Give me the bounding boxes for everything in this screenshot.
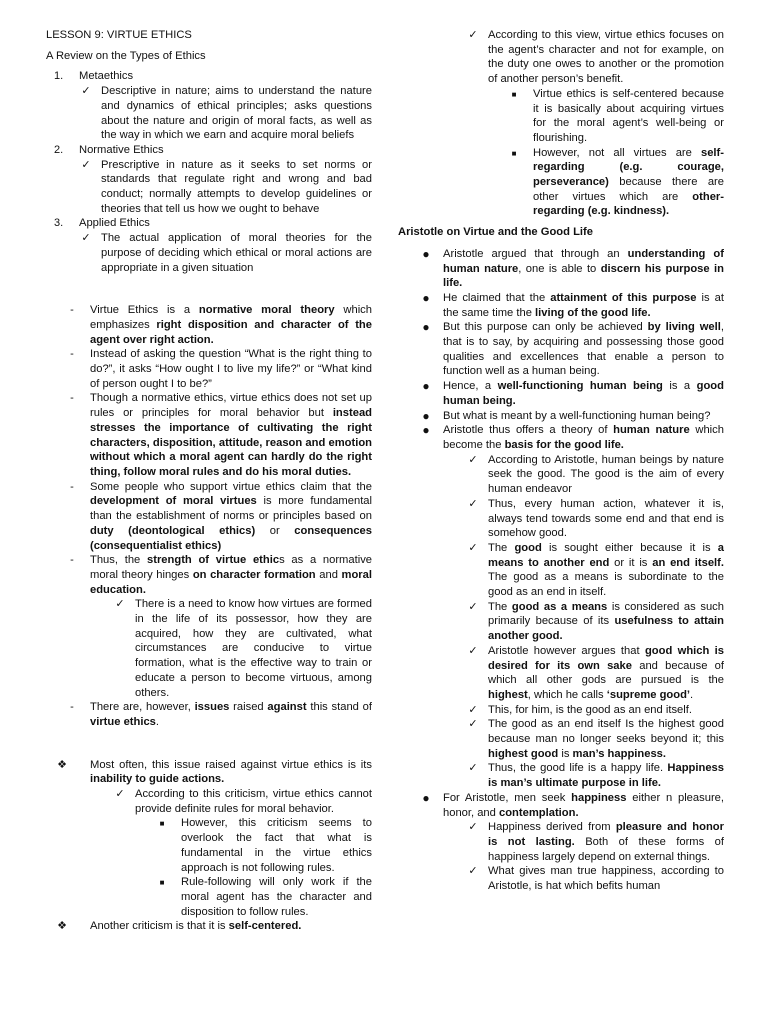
square-bullet-icon: ■: [511, 89, 517, 99]
text-run: This, for him, is the good as an end itself.: [488, 703, 692, 716]
list-item: [398, 541, 724, 600]
text-run: Thus, every human action, whatever it is, always tend towards some end and that end is somehow good.: [488, 497, 724, 540]
criticism-list: [46, 758, 372, 934]
list-item: [398, 703, 724, 718]
text-run: good as a means: [511, 600, 608, 613]
bullet-icon: ●: [422, 423, 430, 438]
check-icon: ✓: [81, 232, 91, 245]
text-run: .: [155, 715, 160, 728]
text-run: good: [514, 541, 542, 554]
type-desc: Descriptive in nature; aims to understand the nature and dynamics of ethical principles; asks questions about the nature and origin of moral facts, as well as the way in which we earn and acquire moral beliefs: [101, 85, 372, 142]
text-run: There is a need to know how virtues are formed in the life of its possessor, how they are acquired, how they are cultivated, what circumstances are conducive to virtue formation, what is the effective way to train or educate a person to become virtuous, among others.: [135, 598, 372, 699]
number-marker: 1.: [54, 70, 64, 83]
text-run: is at the same time the: [443, 291, 724, 319]
text-run: by living well: [647, 321, 721, 334]
text-run: duty (deontological ethics): [90, 524, 256, 537]
text-run: or it is: [609, 556, 653, 569]
list-item: [46, 69, 372, 84]
text-run: raised: [229, 701, 268, 714]
text-run: According to this view, virtue ethics focuses on the agent’s character and not for example, on the duty one owes to another or the promotion of another person’s benefit.: [488, 29, 724, 86]
list-item: [398, 320, 724, 379]
text-run: Thus, the: [90, 554, 147, 567]
check-icon: ✓: [468, 821, 478, 834]
check-icon: ✓: [115, 788, 125, 801]
text-run: which become the: [443, 424, 724, 451]
text-run: and because of which all other gods are pursued is the: [488, 659, 724, 687]
text-run: highest good: [488, 747, 559, 760]
list-item: [398, 28, 724, 87]
text-run: self-regarding (e.g. courage, perseverance): [533, 146, 724, 189]
text-run: issues: [194, 701, 230, 714]
text-run: inability to guide actions.: [90, 773, 225, 786]
text-run: because there are other virtues which are: [533, 176, 724, 203]
number-marker: 2.: [54, 143, 64, 156]
list-item: [46, 216, 372, 231]
text-run: Though a normative ethics, virtue ethics does not set up rules or principles for moral behavior but: [90, 392, 372, 420]
text-run: Most often, this issue raised against virtue ethics is its: [90, 758, 372, 771]
text-run: human nature: [613, 424, 690, 437]
text-run: But this purpose can only be achieved: [443, 321, 648, 334]
list-item: [46, 347, 372, 391]
text-run: other-regarding (e.g. kindness).: [533, 190, 724, 218]
text-run: ‘supreme good’: [606, 688, 691, 701]
type-name: Normative Ethics: [79, 143, 164, 156]
text-run: good human being.: [443, 380, 724, 407]
text-run: understanding of human nature: [443, 247, 724, 275]
bullet-icon: ●: [422, 408, 430, 423]
text-run: Some people who support virtue ethics claim that the: [90, 480, 372, 493]
text-run: Rule-following will only work if the moral agent has the character and disposition to follow rules.: [181, 876, 372, 918]
text-run: He claimed that the: [443, 291, 551, 304]
list-item: [46, 84, 372, 143]
text-run: Both of these forms of happiness largely depend on external things.: [488, 835, 724, 863]
check-icon: ✓: [81, 85, 91, 98]
text-run: self-centered.: [228, 920, 302, 933]
text-run: is: [558, 747, 573, 760]
check-icon: ✓: [468, 865, 478, 878]
list-item: [46, 158, 372, 217]
dash-icon: -: [70, 392, 74, 405]
text-run: , one is able to: [518, 262, 601, 275]
list-item: [398, 291, 724, 320]
list-item: [398, 497, 724, 541]
text-run: The: [488, 600, 512, 613]
check-icon: ✓: [115, 598, 125, 611]
text-run: virtue ethics: [90, 715, 156, 728]
text-run: The: [488, 541, 515, 554]
dash-icon: -: [70, 304, 74, 317]
text-run: a means to another end: [488, 541, 724, 569]
text-run: attainment of this purpose: [550, 291, 697, 304]
text-run: However, this criticism seems to overlook the fact that what is fundamental in the virtue ethics approach is not following rules.: [181, 817, 372, 874]
text-run: Virtue ethics is self-centered because it is basically about acquiring virtues for the moral agent’s well-being or flourishing.: [533, 87, 724, 144]
text-run: on character formation: [192, 568, 316, 581]
text-run: is a: [662, 380, 697, 393]
text-run: an end itself.: [652, 556, 724, 569]
check-icon: ✓: [468, 497, 478, 510]
check-icon: ✓: [468, 718, 478, 731]
text-run: But what is meant by a well-functioning human being?: [443, 409, 711, 422]
list-item: [46, 875, 372, 919]
text-run: .: [690, 688, 694, 701]
text-run: against: [267, 701, 307, 714]
text-run: basis for the good life.: [504, 438, 624, 451]
lesson-title: LESSON 9: VIRTUE ETHICS: [46, 29, 192, 41]
text-run: strength of virtue ethic: [147, 554, 280, 567]
text-run: According to Aristotle, human beings by nature seek the good. The good is the aim of every human endeavor: [488, 453, 724, 496]
diamond-icon: ❖: [57, 758, 67, 771]
text-run: instead stresses the importance of cultivating the right characters, disposition, attitude, reason and emotion without which a moral agent can hardly do the right thing, follow moral rules and do his moral duties.: [90, 407, 372, 478]
list-item: [398, 247, 724, 291]
list-item: [46, 700, 372, 729]
dash-icon: -: [70, 480, 74, 493]
check-icon: ✓: [468, 644, 478, 657]
dash-icon: -: [70, 348, 74, 361]
list-item: [398, 409, 724, 424]
bullet-icon: ●: [422, 290, 430, 305]
list-item: [398, 600, 724, 644]
dash-icon: -: [70, 554, 74, 567]
text-run: normative moral theory: [198, 304, 335, 317]
check-icon: ✓: [468, 703, 478, 716]
text-run: is considered as such primarily because of its: [488, 600, 724, 628]
left-column: [46, 28, 372, 934]
check-icon: ✓: [81, 158, 91, 171]
text-run: or: [255, 524, 295, 537]
list-item: [398, 379, 724, 408]
check-icon: ✓: [468, 600, 478, 613]
text-run: happiness: [571, 791, 627, 804]
list-item: [46, 143, 372, 158]
bullet-icon: ●: [422, 379, 430, 394]
text-run: The good as a means is subordinate to the good as an end in itself.: [488, 571, 724, 599]
list-item: [46, 919, 372, 934]
text-run: For Aristotle, men seek: [443, 791, 572, 804]
check-icon: ✓: [468, 762, 478, 775]
text-run: discern his purpose in life.: [443, 262, 724, 290]
list-item: [398, 423, 724, 452]
text-run: Instead of asking the question “What is the right thing to do?”, it asks “How ought I to live my life?” or “What kind of person ought I to be?”: [90, 348, 372, 390]
list-item: [398, 87, 724, 146]
list-item: [46, 787, 372, 816]
text-run: this stand of: [306, 701, 372, 714]
text-run: Aristotle however argues that: [488, 644, 645, 657]
virtue-ethics-list: [46, 303, 372, 729]
text-run: There are, however,: [90, 701, 195, 714]
text-run: Another criticism is that it is: [90, 920, 229, 933]
type-desc: The actual application of moral theories for the purpose of deciding which ethical or moral actions are appropriate in a given situation: [101, 232, 372, 274]
diamond-icon: ❖: [57, 920, 67, 933]
type-desc: Prescriptive in nature as it seeks to set norms or standards that regulate right and wrong and bad conduct; normally attempts to develop guidelines or theories that tell us how we ought to behave: [101, 158, 372, 215]
text-run: moral education.: [90, 568, 372, 596]
check-icon: ✓: [468, 541, 478, 554]
text-run: Thus, the good life is a happy life.: [488, 762, 668, 775]
text-run: either n pleasure, honor, and: [443, 791, 725, 819]
text-run: usefulness to attain another good.: [488, 615, 725, 643]
list-item: [46, 553, 372, 597]
aristotle-list: [398, 247, 724, 894]
text-run: , which he calls: [527, 688, 607, 701]
text-run: well-functioning human being: [497, 380, 663, 393]
square-bullet-icon: ■: [159, 819, 165, 829]
text-run: right disposition and character of the agent over right action.: [90, 318, 372, 346]
text-run: The good as an end itself Is the highest good because man no longer seeks beyond it; this: [488, 718, 724, 746]
list-item: [46, 597, 372, 700]
text-run: and: [315, 568, 342, 581]
bullet-icon: ●: [422, 790, 430, 805]
text-run: pleasure and honor is not lasting.: [488, 821, 724, 848]
text-run: s as a normative moral theory hinges: [90, 554, 373, 581]
list-item: [46, 480, 372, 554]
list-item: [398, 761, 724, 790]
type-name: Metaethics: [79, 70, 134, 83]
list-item: [46, 231, 372, 275]
list-item: [398, 453, 724, 497]
text-run: development of moral virtues: [90, 495, 257, 508]
text-run: highest: [488, 688, 528, 701]
list-item: [398, 644, 724, 703]
list-item: [398, 820, 724, 864]
number-marker: 3.: [54, 217, 64, 230]
types-list: [46, 69, 372, 275]
text-run: According to this criticism, virtue ethics cannot provide definite rules for moral behavior.: [135, 788, 372, 815]
list-item: [46, 758, 372, 787]
list-item: [398, 146, 724, 220]
text-run: Hence, a: [443, 380, 498, 393]
check-icon: ✓: [468, 29, 478, 41]
section-heading: Aristotle on Virtue and the Good Life: [398, 226, 593, 239]
bullet-icon: ●: [422, 246, 430, 261]
square-bullet-icon: ■: [511, 148, 517, 158]
text-run: However, not all virtues are: [533, 146, 701, 159]
text-run: What gives man true happiness, according to Aristotle, is hat which befits human: [488, 865, 724, 893]
square-bullet-icon: ■: [159, 878, 165, 888]
review-heading: A Review on the Types of Ethics: [46, 49, 206, 62]
list-item: [398, 791, 724, 820]
list-item: [46, 303, 372, 347]
right-column: [398, 28, 724, 894]
list-item: [398, 864, 724, 893]
text-run: living of the good life.: [535, 306, 651, 319]
text-run: good which is desired for its own sake: [488, 644, 724, 672]
list-item: [46, 816, 372, 875]
text-run: Aristotle argued that through an: [443, 247, 628, 260]
text-run: man’s happiness.: [572, 747, 666, 760]
text-run: Aristotle thus offers a theory of: [443, 424, 614, 437]
text-run: , that is to say, by acquiring and possessing those good qualities and excellences that enable a person to function well as a human being.: [443, 321, 724, 378]
bullet-icon: ●: [422, 320, 430, 335]
text-run: contemplation.: [499, 806, 579, 819]
list-item: [398, 717, 724, 761]
text-run: which emphasizes: [90, 304, 372, 331]
check-icon: ✓: [468, 453, 478, 466]
list-item: [46, 391, 372, 479]
dash-icon: -: [70, 701, 74, 714]
text-run: Happiness is man’s ultimate purpose in life.: [488, 762, 724, 790]
text-run: is sought either because it is: [541, 541, 718, 554]
text-run: Virtue Ethics is a: [90, 304, 199, 317]
text-run: consequences (consequentialist ethics): [90, 524, 372, 552]
text-run: is more fundamental than the establishment of norms or principles based on: [90, 495, 373, 523]
text-run: Happiness derived from: [488, 821, 616, 834]
type-name: Applied Ethics: [79, 217, 150, 230]
